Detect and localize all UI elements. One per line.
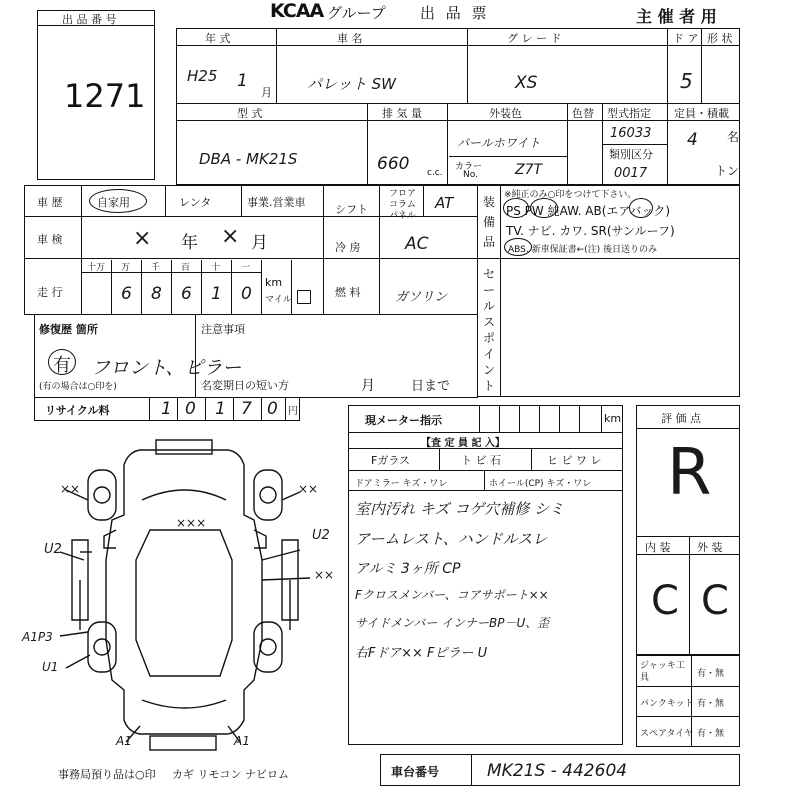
door-mirror-label: ドアミラー キズ・ワレ <box>355 479 448 489</box>
sales-point-label: セールスポイント <box>483 267 496 393</box>
model-designation-label: 型式指定 <box>607 107 651 120</box>
mileage-label: 走 行 <box>37 286 63 299</box>
color-change-label: 色替 <box>572 107 594 120</box>
mileage-digit-1k: 8 <box>151 284 162 304</box>
exterior-color-value: パールホワイト <box>457 136 541 150</box>
model-designation-value: 16033 <box>610 126 652 141</box>
recycle-digit-5: 0 <box>267 399 278 419</box>
spare-tire-option: 有・無 <box>697 729 725 739</box>
mileage-digit-label-100k: 十万 <box>87 263 106 273</box>
shift-option-floor: フロア <box>389 189 417 199</box>
cc-unit: c.c. <box>427 168 443 178</box>
mark-right-pillar: U2 <box>312 528 330 543</box>
custody-note: 事務局預り品は○印 <box>58 768 156 781</box>
model-month-value: 1 <box>237 71 248 91</box>
shift-value: AT <box>435 194 454 212</box>
expiry-month-unit: 月 <box>361 378 375 394</box>
history-option-private: 自家用 <box>97 196 130 209</box>
model-type-label: 型 式 <box>237 107 263 120</box>
mark-left-lower: A1P3 <box>22 630 53 644</box>
category-label: 類別区分 <box>609 148 653 161</box>
document-title: 出 品 票 <box>420 4 490 22</box>
exterior-grade-value: C <box>701 578 729 624</box>
interior-grade-value: C <box>651 578 679 624</box>
air-conditioner-label: 冷 房 <box>335 241 361 254</box>
car-name-value: パレット SW <box>307 75 396 93</box>
door-label: ド ア <box>673 32 699 45</box>
model-month-unit: 月 <box>261 86 272 99</box>
wheel-label: ホイール(CP) キズ・ワレ <box>489 479 592 489</box>
history-option-rental: レンタ <box>179 196 212 209</box>
lot-number-value: 1271 <box>64 77 146 115</box>
lot-number-label: 出 品 番 号 <box>62 13 117 26</box>
expiry-day-unit: 日まで <box>411 379 451 394</box>
shift-option-panel: パネル <box>389 211 417 221</box>
meter-label: 現メーター指示 <box>365 414 442 427</box>
front-glass-label: Fガラス <box>371 454 410 467</box>
inspector-note-2: アームレスト、ハンドルスレ <box>355 530 548 548</box>
mark-left-pillar: U2 <box>44 542 62 557</box>
equipment-line-2: TV. ナビ. カワ. SR(サンルーフ) <box>506 224 675 238</box>
mark-right-side: ×× <box>314 568 335 582</box>
meter-unit: km <box>604 412 622 425</box>
capacity-unit: 名 <box>727 130 740 144</box>
history-label: 車 歴 <box>37 196 63 209</box>
displacement-label: 排 気 量 <box>382 107 422 120</box>
mileage-digit-label-100: 百 <box>181 263 191 273</box>
score-label: 評 価 点 <box>661 412 701 425</box>
notes-label: 注意事項 <box>201 323 245 336</box>
inspector-note-1: 室内汚れ キズ コゲ穴補修 シミ <box>355 500 565 518</box>
repair-history-value: 有 <box>53 355 71 376</box>
equipment-label: 装備品 <box>483 195 496 249</box>
category-value: 0017 <box>614 166 648 181</box>
host-copy-label: 主 催 者 用 <box>636 7 717 26</box>
inspector-note-3: アルミ 3ヶ所 CP <box>355 561 461 577</box>
recycle-digit-2: 0 <box>185 399 196 419</box>
group-label: グループ <box>327 4 386 22</box>
inspection-year-unit: 年 <box>181 233 198 253</box>
inspection-year-value: × <box>133 226 152 251</box>
mileage-digit-10k: 6 <box>121 284 132 304</box>
mileage-digit-label-10k: 万 <box>121 263 131 273</box>
air-conditioner-value: AC <box>405 234 429 254</box>
mark-rear-left: A1 <box>116 734 132 748</box>
inspector-note-6: 右Fドア×× Fピラー U <box>355 646 488 661</box>
grade-label: グ レ ー ド <box>507 32 562 45</box>
displacement-value: 660 <box>377 154 410 174</box>
ton-unit: トン <box>715 164 740 178</box>
fuel-value: ガソリン <box>395 290 448 305</box>
recycle-digit-3: 1 <box>215 399 226 419</box>
mileage-digit-label-1: 一 <box>241 263 251 273</box>
recycle-yen-unit: 円 <box>288 406 298 417</box>
exterior-color-label: 外装色 <box>489 107 522 120</box>
color-number-value: Z7T <box>515 162 543 178</box>
puncture-kit-option: 有・無 <box>697 699 725 709</box>
mark-front-left: ×× <box>60 482 81 496</box>
history-option-commercial: 事業.営業車 <box>247 196 306 209</box>
grade-value: XS <box>515 73 538 93</box>
mileage-unit-km: km <box>265 276 283 289</box>
jack-tools-option: 有・無 <box>697 669 725 679</box>
jack-tools-label: ジャッキ工 具 <box>640 661 685 683</box>
chip-label: ト ビ 石 <box>461 454 501 467</box>
shift-label: シフト <box>335 203 368 216</box>
custody-items: カギ リモコン ナビロム <box>172 768 289 781</box>
equipment-line-3: ABS. 新車保証書←(注) 後日送りのみ <box>508 245 658 255</box>
mileage-digit-100: 6 <box>181 284 192 304</box>
score-value: R <box>667 436 712 510</box>
car-name-label: 車 名 <box>337 32 363 45</box>
recycle-digit-4: 7 <box>241 399 252 419</box>
fuel-label: 燃 料 <box>335 286 361 299</box>
inspector-section-label: 【査 定 員 記 入】 <box>421 438 505 449</box>
mileage-digit-label-1k: 千 <box>151 263 161 273</box>
chassis-number-value: MK21S - 442604 <box>487 761 628 781</box>
mark-roof: ××× <box>176 516 207 530</box>
puncture-kit-label: パンクキット <box>640 699 694 709</box>
mark-front-right: ×× <box>298 482 319 496</box>
repair-history-detail: フロント、ピラー <box>91 357 242 379</box>
capacity-value: 4 <box>687 130 698 150</box>
model-year-label: 年 式 <box>205 32 231 45</box>
model-year-value: H25 <box>187 67 218 85</box>
model-type-value: DBA - MK21S <box>199 150 298 168</box>
mark-rear-right: A1 <box>234 734 250 748</box>
shift-option-column: コラム <box>389 200 416 210</box>
mileage-unit-mile: マイル <box>265 295 292 305</box>
crack-label: ヒ ビ ワ レ <box>547 454 602 467</box>
spare-tire-label: スペアタイヤ <box>640 729 694 739</box>
interior-label: 内 装 <box>645 541 671 554</box>
capacity-label: 定員・積載 <box>674 107 729 120</box>
recycle-digit-1: 1 <box>161 399 172 419</box>
chassis-number-box <box>380 754 740 786</box>
inspection-label: 車 検 <box>37 233 63 246</box>
inspection-month-unit: 月 <box>251 233 268 253</box>
repair-history-label: 修復歴 箇所 <box>39 323 98 336</box>
inspector-note-4: Fクロスメンバー、コアサポート×× <box>355 588 549 602</box>
color-no-label: No. <box>463 170 478 180</box>
repair-history-footnote: (有の場合は○印を) <box>39 382 117 392</box>
mileage-digit-1: 0 <box>241 284 252 304</box>
chassis-number-label: 車台番号 <box>391 765 440 779</box>
recycle-fee-label: リサイクル料 <box>45 404 110 417</box>
equipment-line-1: PS PW 純AW. AB(エアバック) <box>506 204 671 218</box>
equipment-note: ※純正のみ○印をつけて下さい。 <box>504 190 637 200</box>
auction-logo: KCAA <box>270 0 324 22</box>
body-form-label: 形 状 <box>707 32 733 45</box>
door-count-value: 5 <box>680 69 693 93</box>
mileage-digit-10: 1 <box>211 284 222 304</box>
mileage-digit-label-10: 十 <box>211 263 221 273</box>
color-code-label: カラー <box>455 162 483 172</box>
exterior-label: 外 装 <box>697 541 723 554</box>
inspection-month-value: × <box>221 224 240 249</box>
expiry-label: 名変期日の短い方 <box>201 379 289 392</box>
mark-left-u1: U1 <box>42 660 59 674</box>
inspector-note-5: サイドメンバー インナーBP－U、歪 <box>355 616 550 630</box>
